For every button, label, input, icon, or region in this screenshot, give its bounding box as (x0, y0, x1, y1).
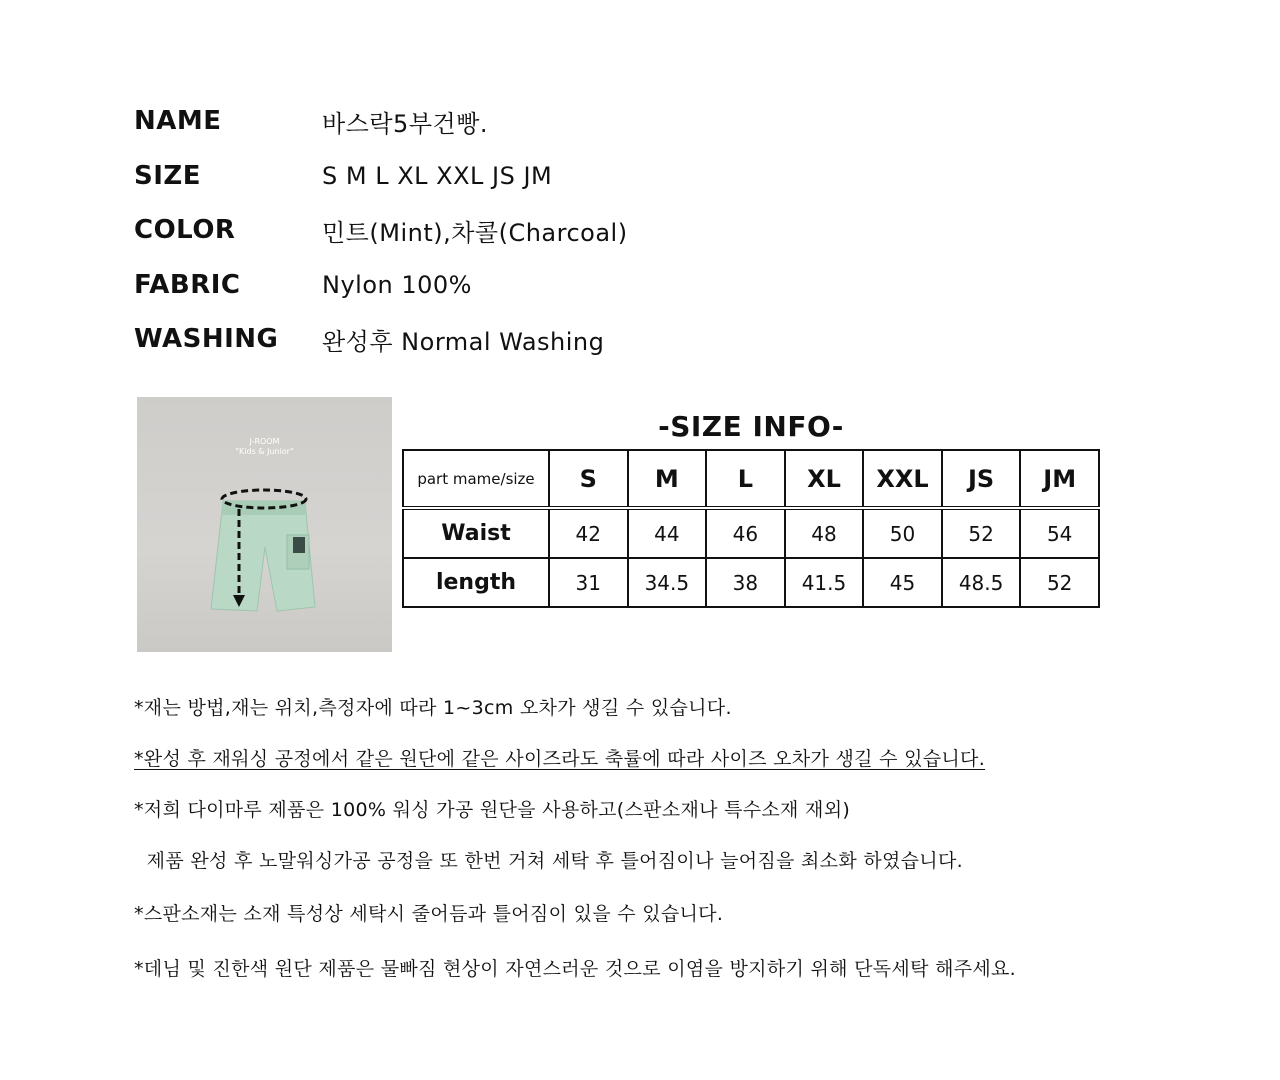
brand-line-1: J-ROOM (249, 437, 280, 446)
table-cell: 48 (785, 508, 864, 558)
spec-row-fabric (134, 265, 472, 305)
table-cell: 50 (863, 508, 942, 558)
spec-row-size (134, 156, 552, 196)
corner-label: part mame/size (403, 450, 549, 508)
row-label: Waist (403, 508, 549, 558)
row-label: length (403, 558, 549, 607)
size-table (402, 449, 1100, 608)
spec-key: SIZE (134, 161, 202, 191)
brand-line-2: "Kids & Junior" (235, 447, 294, 456)
note-measurement: *재는 방법,재는 위치,측정자에 따라 1~3cm 오차가 생길 수 있습니다. (134, 697, 732, 719)
table-cell: 52 (1020, 558, 1099, 607)
note-fabric-cont: 제품 완성 후 노말워싱가공 공정을 또 한번 거쳐 세탁 후 틀어짐이나 늘어짐을 최소화 하였습니다. (134, 850, 963, 872)
size-col-header: JM (1020, 450, 1099, 508)
table-cell: 38 (706, 558, 785, 607)
note-rewashing: *완성 후 재워싱 공정에서 같은 원단에 같은 사이즈라도 축률에 따라 사이즈 오차가 생길 수 있습니다. (134, 748, 986, 770)
table-cell: 31 (549, 558, 628, 607)
spec-value: Nylon 100% (322, 271, 472, 299)
product-photo (137, 397, 392, 652)
size-col-header: M (628, 450, 707, 508)
note-span: *스판소재는 소재 특성상 세탁시 줄어듬과 틀어짐이 있을 수 있습니다. (134, 903, 724, 925)
spec-value: S M L XL XXL JS JM (322, 162, 553, 190)
table-cell: 34.5 (628, 558, 707, 607)
size-table-header-row (403, 450, 1099, 508)
table-cell: 41.5 (785, 558, 864, 607)
spec-row-washing (134, 319, 604, 359)
size-col-header: S (549, 450, 628, 508)
size-info-title: -SIZE INFO- (658, 410, 844, 443)
table-cell: 54 (1020, 508, 1099, 558)
table-row (403, 558, 1099, 607)
spec-value: 바스락5부건빵. (322, 109, 489, 138)
table-cell: 45 (863, 558, 942, 607)
size-col-header: L (706, 450, 785, 508)
spec-row-name (134, 101, 488, 141)
shorts-illustration (137, 397, 392, 652)
table-cell: 52 (942, 508, 1021, 558)
size-col-header: XL (785, 450, 864, 508)
spec-row-color (134, 210, 628, 250)
spec-value: 민트(Mint),차콜(Charcoal) (322, 218, 628, 247)
table-cell: 48.5 (942, 558, 1021, 607)
table-cell: 44 (628, 508, 707, 558)
size-col-header: JS (942, 450, 1021, 508)
spec-key: FABRIC (134, 270, 241, 300)
spec-value: 완성후 Normal Washing (322, 327, 605, 356)
spec-key: WASHING (134, 324, 279, 354)
table-cell: 46 (706, 508, 785, 558)
table-cell: 42 (549, 508, 628, 558)
note-denim: *데님 및 진한색 원단 제품은 물빠짐 현상이 자연스러운 것으로 이염을 방지하기 위해 단독세탁 해주세요. (134, 958, 1017, 980)
spec-key: COLOR (134, 215, 236, 245)
size-col-header: XXL (863, 450, 942, 508)
table-row (403, 508, 1099, 558)
spec-key: NAME (134, 106, 222, 136)
note-fabric: *저희 다이마루 제품은 100% 워싱 가공 원단을 사용하고(스판소재나 특수소재 재외) (134, 799, 851, 821)
